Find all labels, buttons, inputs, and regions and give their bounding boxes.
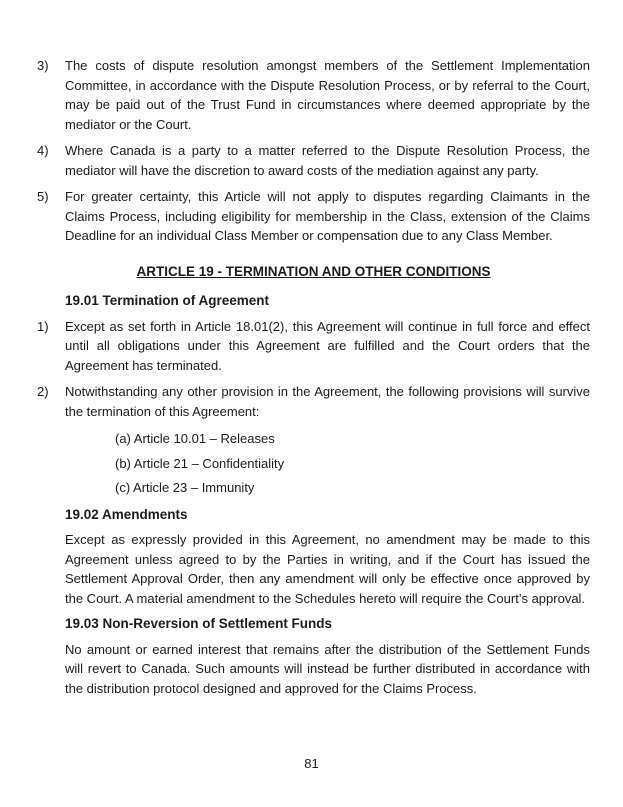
section-heading-19-02: 19.02 Amendments xyxy=(65,506,188,522)
item-text: Notwithstanding any other provision in the Agreement, the following provisions will survive the termination of this Agreement: xyxy=(65,384,590,419)
item-text: Except as set forth in Article 18.01(2), this Agreement will continue in full force and effect until all obligations under this Agreement are fulfilled and the Court orders that the Agreement has terminated. xyxy=(65,318,590,373)
item-text: Where Canada is a party to a matter referred to the Dispute Resolution Process, the mediator will have the discretion to award costs of the mediation against any party. xyxy=(65,143,590,178)
item-text: The costs of dispute resolution amongst members of the Settlement Implementation Committee, in accordance with the Dispute Resolution Process, or by referral to the Court, may be paid out of the Trust Fund in circumstances where deemed appropriate by the mediator or the Court. xyxy=(65,58,590,132)
item-number: 1) xyxy=(37,318,49,334)
item-number: 3) xyxy=(37,58,49,73)
list-item-2 xyxy=(37,382,590,421)
list-item-3 xyxy=(37,56,590,134)
item-number: 2) xyxy=(37,384,49,399)
item-text: For greater certainty, this Article will not apply to disputes regarding Claimants in the Claims Process, including eligibility for membership in the Class, extension of the Claims Deadline for an individual Class Member or compensation due to any Class Member. xyxy=(65,189,590,243)
section-19-02-body: Except as expressly provided in this Agreement, no amendment may be made to this Agreement unless agreed to by the Parties in writing, and if the Court has issued the Settlement Approval Order, then any amendment will only be effective once approved by the Court. A material amendment to the Schedules hereto will require the Court’s approval. xyxy=(65,532,590,606)
item-number: 5) xyxy=(37,189,49,204)
list-item-5 xyxy=(37,187,590,246)
page-number: 81 xyxy=(304,755,319,771)
section-heading-19-03: 19.03 Non-Reversion of Settlement Funds xyxy=(65,616,333,631)
section-19-03-body: No amount or earned interest that remains after the distribution of the Settlement Funds will revert to Canada. Such amounts will instead be further distributed in accordance with the distribution protocol designed and approved for the Claims Process. xyxy=(65,641,590,696)
list-item-4 xyxy=(37,141,590,180)
list-item-1 xyxy=(37,317,590,376)
article-19-heading: ARTICLE 19 - TERMINATION AND OTHER CONDITIONS xyxy=(136,263,491,279)
surviving-provisions-list xyxy=(37,429,590,498)
section-heading-19-01: 19.01 Termination of Agreement xyxy=(65,293,270,308)
item-number: 4) xyxy=(37,143,49,158)
sub-item-a: (a) Article 10.01 – Releases xyxy=(115,431,275,446)
sub-item-c: (c) Article 23 – Immunity xyxy=(115,480,255,495)
sub-item-b: (b) Article 21 – Confidentiality xyxy=(115,455,285,471)
